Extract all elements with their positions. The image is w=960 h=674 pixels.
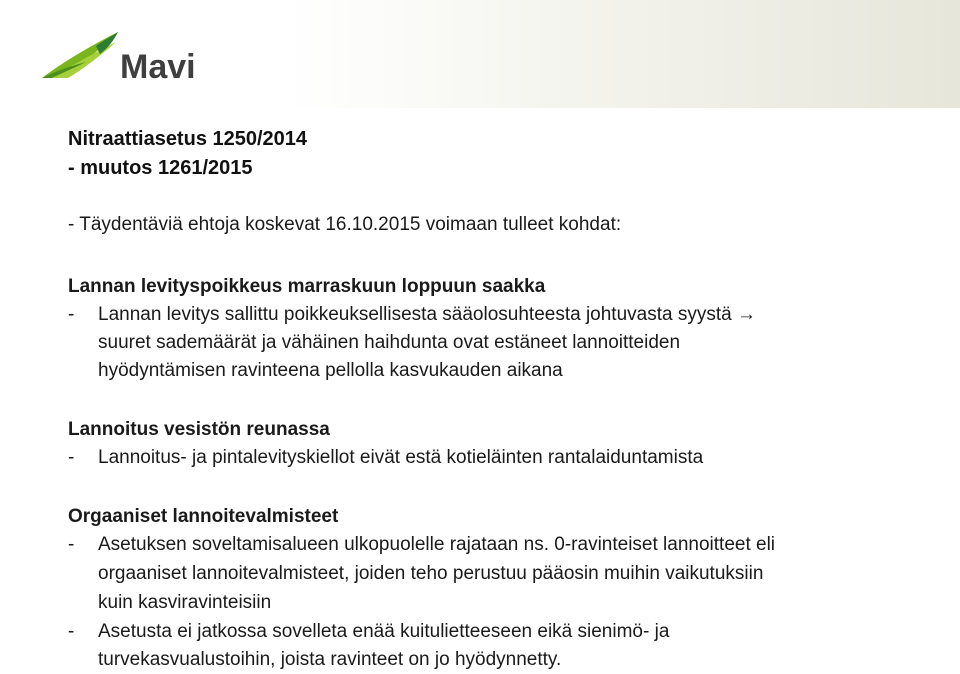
header-banner [0,0,960,108]
bullet-text: Lannan levitys sallittu poikkeuksellisesta sääolosuhteesta johtuvasta syystä → [98,304,756,325]
bullet-text: Asetuksen soveltamisalueen ulkopuolelle rajataan ns. 0-ravinteiset lannoitteet eli [98,534,776,555]
bullet-continuation: orgaaniset lannoitevalmisteet, joiden teho perustuu pääosin muihin vaikutuksiin [98,563,764,584]
leaf-logo-icon [40,28,122,80]
bullet-line: - Lannan levitys sallittu poikkeuksellisesta sääolosuhteesta johtuvasta syystä → [68,304,756,325]
title-line-1: Nitraattiasetus 1250/2014 [68,128,308,150]
section-heading-orgaaniset: Orgaaniset lannoitevalmisteet [68,506,339,527]
bullet-text: Lannoitus- ja pintalevityskiellot eivät estä kotieläinten rantalaiduntamista [98,447,704,468]
title-line-2: - muutos 1261/2015 [68,157,253,179]
bullet-text: Asetusta ei jatkossa sovelleta enää kuitulietteeseen eikä sienimö- ja [98,621,670,642]
logo-text: Mavi [120,48,196,86]
bullet-continuation: suuret sademäärät ja vähäinen haihdunta ovat estäneet lannoitteiden [98,332,681,353]
bullet-continuation: kuin kasviravinteisiin [98,592,272,613]
intro-text: - Täydentäviä ehtoja koskevat 16.10.2015 voimaan tulleet kohdat: [68,214,622,235]
bullet-line: - Asetusta ei jatkossa sovelleta enää kuitulietteeseen eikä sienimö- ja [68,621,670,642]
mavi-logo [40,28,122,80]
bullet-line: - Lannoitus- ja pintalevityskiellot eivät estä kotieläinten rantalaiduntamista [68,447,704,468]
bullet-continuation: turvekasvualustoihin, joista ravinteet on jo hyödynnetty. [98,649,562,670]
section-heading-vesisto: Lannoitus vesistön reunassa [68,419,330,440]
bullet-line: - Asetuksen soveltamisalueen ulkopuolelle rajataan ns. 0-ravinteiset lannoitteet eli [68,534,776,555]
page-title [68,125,307,183]
bullet-continuation: hyödyntämisen ravinteena pellolla kasvukauden aikana [98,360,563,381]
section-heading-lanta: Lannan levityspoikkeus marraskuun loppuun saakka [68,276,546,297]
